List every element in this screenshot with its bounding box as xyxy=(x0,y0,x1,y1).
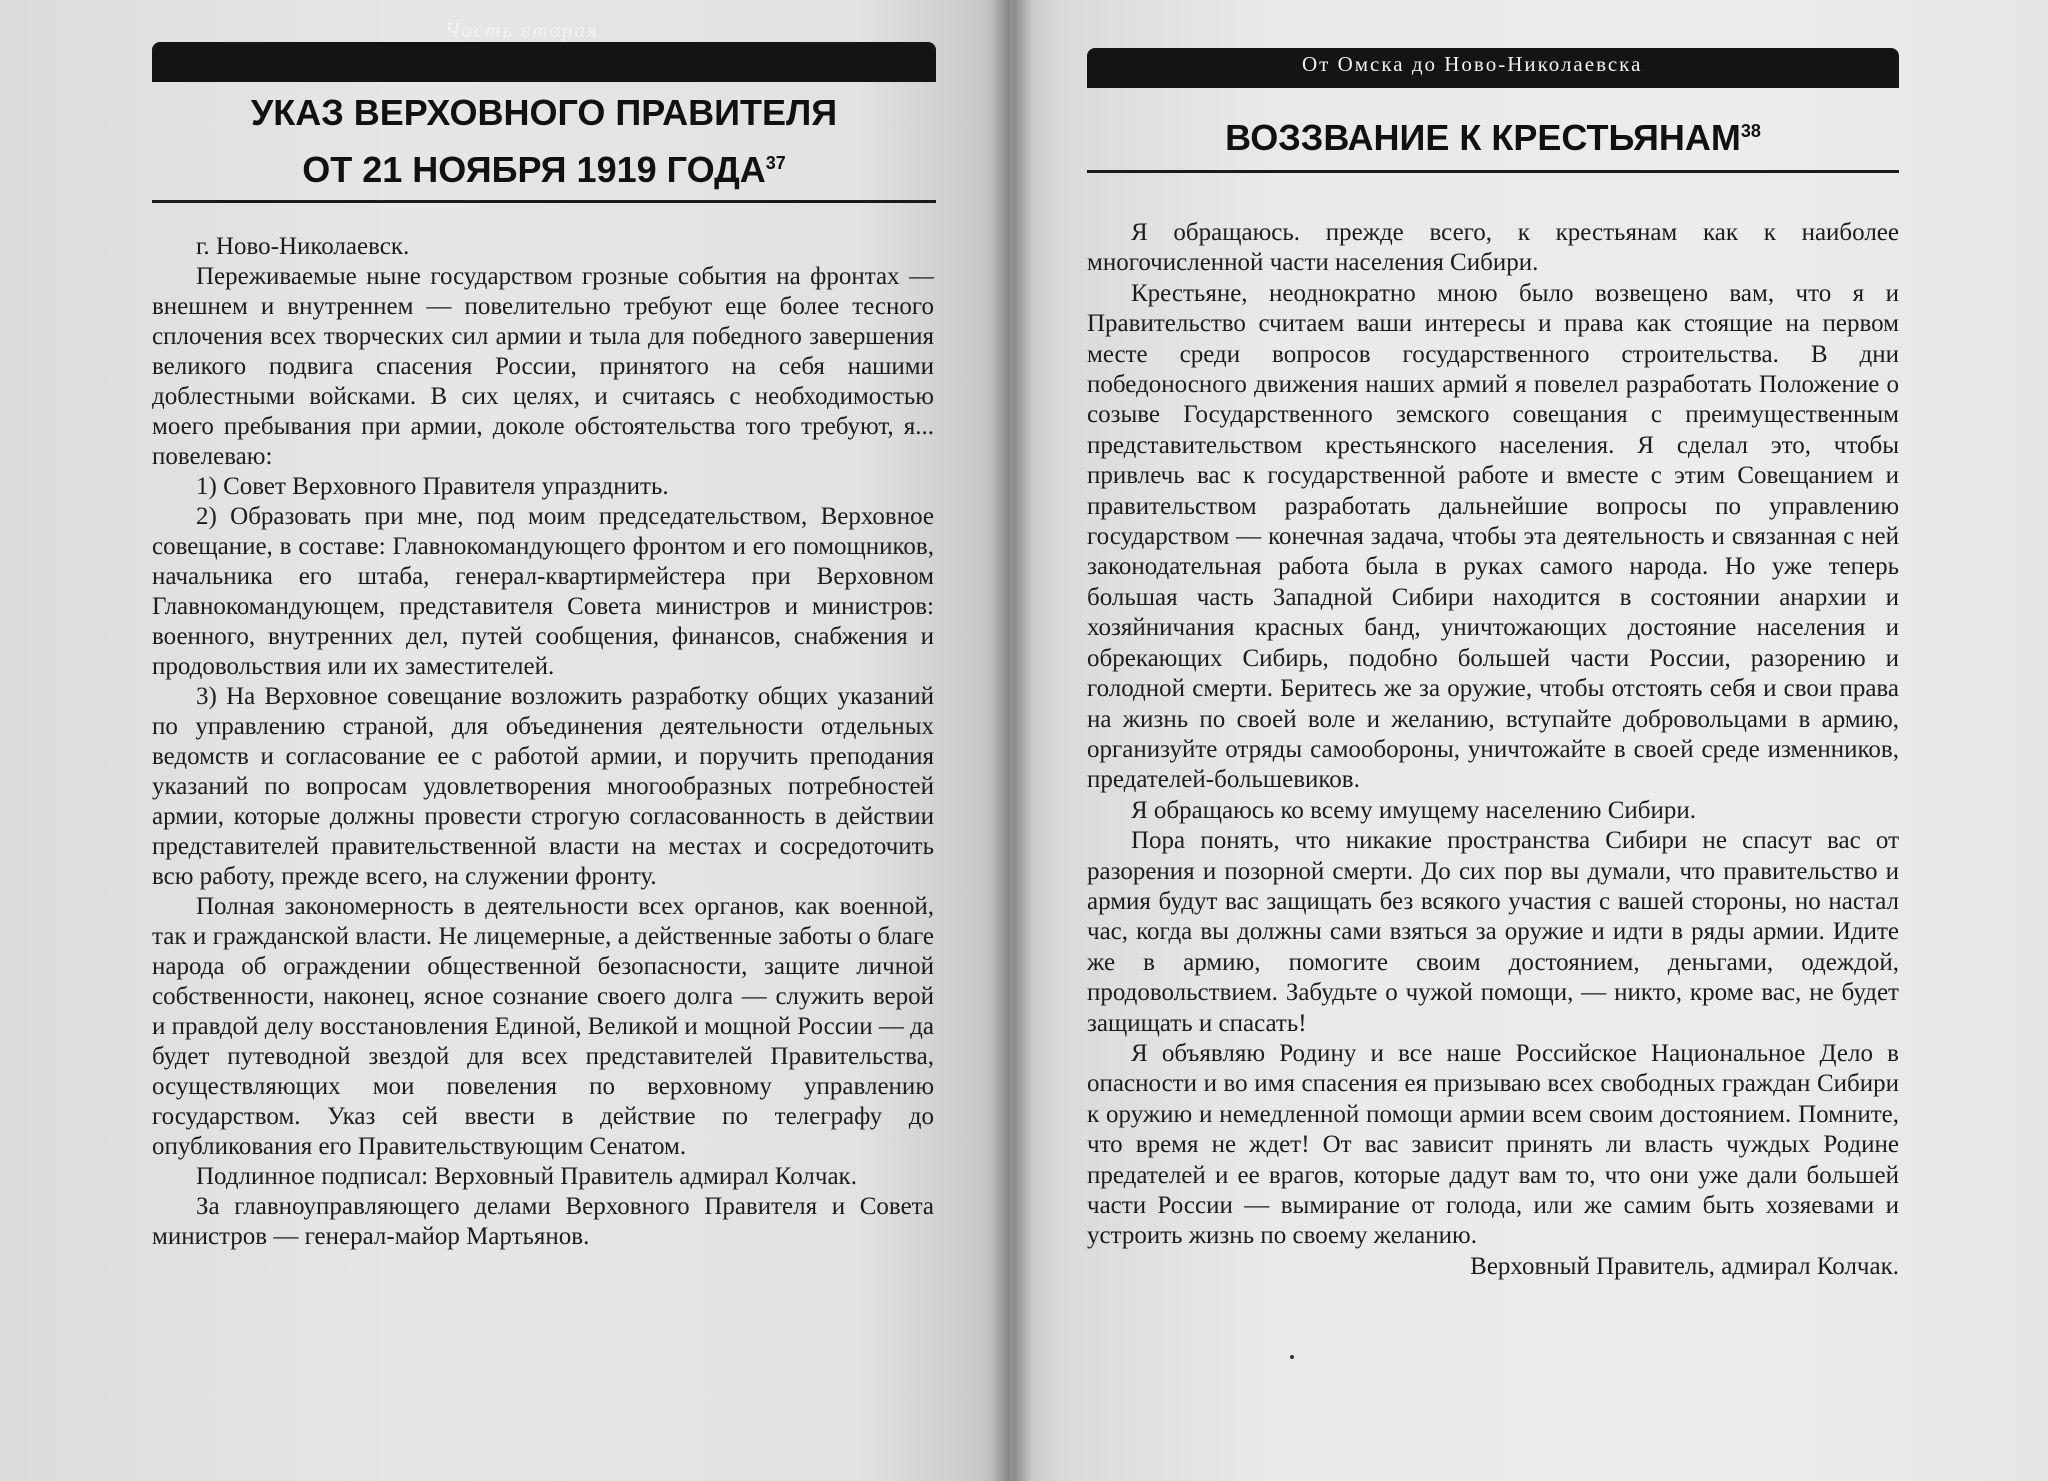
left-paragraph: Переживаемые ныне государством грозные события на фронтах — внешнем и внутреннем — повелительно требуют еще более тесного сплочения всех творческих сил армии и тыла для победного завершения великого подвига спасения России, принятого на себя нашими доблестными войсками. В сих целях, и считаясь с необходимостью моего пребывания при армии, доколе обстоятельства того требуют, я... повелеваю: xyxy=(152,263,934,470)
left-title-footnote-ref: 37 xyxy=(765,153,786,173)
right-paragraph: Крестьяне, неоднократно мною было возвещено вам, что я и Правительство считаем ваши интересы и права как стоящие на первом месте среди вопросов государственного строительства. В дни победоносного движения наших армий я повелел разработать Положение о созыве Государственного земского совещания с преимущественным представительством крестьянского населения. Я сделал это, чтобы привлечь вас к государственной работе и вместе с этим Совещанием и правительством разработать дальнейшие вопросы по управлению государством — конечная задача, чтобы эта деятельность и связанная с ней законодательная работа была в руках самого народа. Но уже теперь большая часть Западной Сибири находится в состоянии анархии и хозяйничания красных банд, уничтожающих достояние населения и обрекающих Сибирь, подобно большей части России, разорению и голодной смерти. Беритесь же за оружие, чтобы отстоять себя и свои права на жизнь по своей воле и желанию, вступайте добровольцами в армию, организуйте отряды самообороны, уничтожайте в своей среде изменников, предателей-большевиков. xyxy=(1087,279,1899,794)
right-title-rule xyxy=(1087,170,1899,173)
right-page-body xyxy=(1087,218,1899,1282)
left-page xyxy=(0,0,1010,1481)
right-paragraph: Я обращаюсь. прежде всего, к крестьянам как к наиболее многочисленной части населения Сибири. xyxy=(1087,219,1899,277)
page-speck xyxy=(1290,1355,1294,1359)
right-signature: Верховный Правитель, адмирал Колчак. xyxy=(1470,1252,1899,1280)
right-paragraph: Я обращаюсь ко всему имущему населению Сибири. xyxy=(1131,796,1696,824)
right-title-text: ВОЗЗВАНИЕ К КРЕСТЬЯНАМ xyxy=(1225,117,1741,158)
right-paragraph: Я объявляю Родину и все наше Российское Национальное Дело в опасности и во имя спасения ея призываю всех свободных граждан Сибири к оружию и немедленной помощи армии всем своим достоянием. Помните, что время не ждет! От вас зависит принять ли власть чуждых Родине предателей и ее врагов, которые дадут вам то, что они уже дали большей части России — вымирание от голода, или же самим быть хозяевами и устроить жизнь по своему желанию. xyxy=(1087,1039,1899,1250)
right-title-footnote-ref: 38 xyxy=(1740,121,1761,141)
book-gutter xyxy=(992,0,1032,1481)
left-paragraph: 2) Образовать при мне, под моим председательством, Верховное совещание, в составе: Главнокомандующего фронтом и его помощников, начальника его штаба, генерал-квартирмейстера при Верховном Главнокомандующем, представителя Совета министров и министров: военного, внутренних дел, путей сообщения, финансов, снабжения и продовольствия или их заместителей. xyxy=(152,503,934,680)
left-paragraph: г. Ново-Николаевск. xyxy=(196,233,410,260)
left-running-head: Часть вторая xyxy=(445,18,599,42)
right-running-head: От Омска до Ново-Николаевска xyxy=(1302,52,1643,76)
left-paragraph: Подлинное подписал: Верховный Правитель адмирал Колчак. xyxy=(196,1163,857,1190)
left-title-rule xyxy=(152,200,936,203)
left-paragraph: Полная закономерность в деятельности всех органов, как военной, так и гражданской власти. Не лицемерные, а действенные заботы о благе народа об ограждении общественной безопасности, защите личной собственности, наконец, ясное сознание своего долга — служить верой и правдой делу восстановления Единой, Великой и мощной России — да будет путеводной звездой для всех представителей Правительства, осуществляющих мои повеления по верховному управлению государством. Указ сей ввести в действие по телеграфу до опубликования его Правительствующим Сенатом. xyxy=(152,893,934,1160)
left-paragraph: За главноуправляющего делами Верховного Правителя и Совета министров — генерал-майор Мартьянов. xyxy=(152,1193,934,1250)
left-page-title xyxy=(152,88,936,195)
left-paragraph: 1) Совет Верховного Правителя упразднить. xyxy=(196,473,669,500)
right-paragraph: Пора понять, что никакие пространства Сибири не спасут вас от разорения и позорной смерти. До сих пор вы думали, что правительство и армия будут вас защищать без всякого участия с вашей стороны, но настал час, когда вы должны сами взяться за оружие и идти в ряды армии. Идите же в армию, помогите своим достоянием, деньгами, одеждой, продовольствием. Забудьте о чужой помощи, — никто, кроме вас, не будет защищать и спасать! xyxy=(1087,827,1899,1037)
left-paragraph: 3) На Верховное совещание возложить разработку общих указаний по управлению страной, для объединения деятельности отдельных ведомств и согласование ее с работой армии, и поручить преподания указаний по вопросам удовлетворения многообразных потребностей армии, которые должны провести строгую согласованность в действии представителей правительственной власти на местах и сосредоточить всю работу, прежде всего, на служении фронту. xyxy=(152,683,934,890)
right-page xyxy=(1010,0,2048,1481)
right-page-title xyxy=(1087,106,1899,163)
left-running-head-bar xyxy=(152,42,936,82)
left-page-body xyxy=(152,232,934,1252)
left-title-line2-text: ОТ 21 НОЯБРЯ 1919 ГОДА xyxy=(302,149,766,190)
left-title-line1: УКАЗ ВЕРХОВНОГО ПРАВИТЕЛЯ xyxy=(250,92,838,133)
left-title-line2 xyxy=(152,138,936,195)
